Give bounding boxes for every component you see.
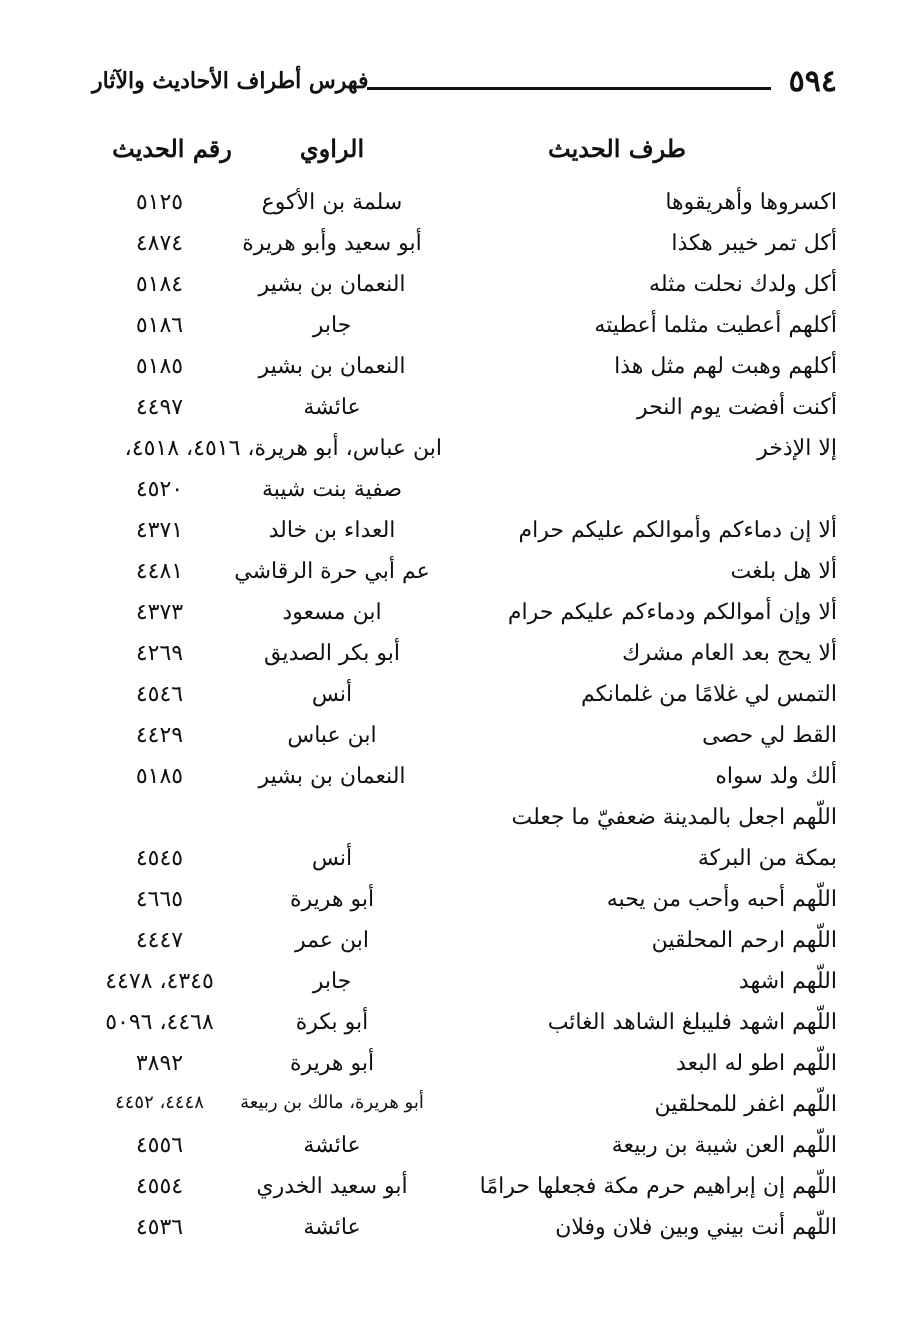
table-row: [92, 842, 837, 883]
hadith-number-cell: ٤٤٢٩: [135, 723, 184, 748]
hadith-text: اللّهم اطو له البعد: [676, 1051, 837, 1076]
narrator-cell: النعمان بن بشير: [258, 764, 406, 789]
narrator-cell: عائشة: [303, 1133, 361, 1158]
table-row: [92, 1170, 837, 1211]
table-body: [92, 186, 837, 1252]
table-row: [92, 1211, 837, 1252]
column-header-hadith-number: رقم الحديث: [112, 134, 232, 163]
hadith-number-cell: ٤٣٧٣: [135, 600, 184, 625]
hadith-text: التمس لي غلامًا من غلمانكم: [580, 682, 837, 707]
table-row: [92, 1006, 837, 1047]
table-row: [92, 760, 837, 801]
table-row: [92, 719, 837, 760]
narrator-cell: جابر: [312, 313, 352, 338]
hadith-number-cell: ٤٤٨١: [135, 559, 184, 584]
hadith-text: إلا الإذخر: [757, 436, 837, 461]
column-header-narrator: الراوي: [299, 134, 365, 163]
hadith-text: اكسروها وأهريقوها: [665, 190, 837, 215]
hadith-text: أكنت أفضت يوم النحر: [636, 395, 837, 420]
hadith-text: اللّهم اشهد فليبلغ الشاهد الغائب: [547, 1010, 837, 1035]
index-title: فهرس أطراف الأحاديث والآثار: [92, 68, 369, 94]
hadith-number-cell: ٤٤٤٨، ٤٤٥٢: [115, 1092, 204, 1113]
hadith-text: اللّهم اجعل بالمدينة ضعفيّ ما جعلت: [511, 805, 837, 830]
hadith-text: اللّهم العن شيبة بن ربيعة: [611, 1133, 837, 1158]
hadith-text: ألا إن دماءكم وأموالكم عليكم حرام: [518, 518, 837, 543]
table-row: [92, 350, 837, 391]
table-row: [92, 309, 837, 350]
narrator-cell: ابن مسعود: [282, 600, 382, 625]
hadith-number-cell: ٣٨٩٢: [135, 1051, 184, 1076]
narrator-cell: ابن عباس: [287, 723, 377, 748]
hadith-text: بمكة من البركة: [697, 846, 837, 871]
hadith-number-cell: ٥١٢٥: [135, 190, 184, 215]
table-row: [92, 596, 837, 637]
table-row: [92, 473, 837, 514]
hadith-number-cell: ٤٥٤٦: [135, 682, 184, 707]
narrator-cell: ابن عمر: [295, 928, 369, 953]
narrator-cell: سلمة بن الأكوع: [261, 190, 403, 215]
hadith-text: اللّهم أحبه وأحب من يحبه: [606, 887, 837, 912]
hadith-number-cell: ٤٤٦٨، ٥٠٩٦: [105, 1010, 214, 1035]
hadith-text: أكلهم أعطيت مثلما أعطيته: [594, 313, 837, 338]
narrator-cell: جابر: [312, 969, 352, 994]
narrator-cell: العداء بن خالد: [268, 518, 396, 543]
narrator-cell: أبو هريرة، مالك بن ربيعة: [240, 1092, 424, 1113]
hadith-number-cell: ٤٥٢٠: [135, 477, 184, 502]
table-row: [92, 227, 837, 268]
hadith-number-cell: ٤٥٤٥: [135, 846, 184, 871]
hadith-text: أكل تمر خيبر هكذا: [671, 231, 837, 256]
narrator-cell: عم أبي حرة الرقاشي: [234, 559, 430, 584]
narrator-cell: أبو بكر الصديق: [264, 641, 400, 666]
hadith-number-cell: ٥١٨٤: [135, 272, 184, 297]
narrator-cell: عائشة: [303, 395, 361, 420]
narrator-cell: أبو سعيد الخدري: [256, 1174, 408, 1199]
hadith-text: اللّهم اغفر للمحلقين: [654, 1092, 837, 1117]
hadith-text: أكلهم وهبت لهم مثل هذا: [614, 354, 837, 379]
hadith-text: اللّهم أنت بيني وبين فلان وفلان: [555, 1215, 837, 1240]
narrator-cell: أنس: [311, 846, 353, 871]
page-number: ٥٩٤: [788, 64, 837, 99]
hadith-text: ألك ولد سواه: [715, 764, 837, 789]
column-header-hadith-end: طرف الحديث: [548, 134, 686, 163]
hadith-text: اللّهم اشهد: [738, 969, 837, 994]
narrator-cell: أبو بكرة: [295, 1010, 369, 1035]
table-row: [92, 637, 837, 678]
table-row: [92, 1088, 837, 1129]
narrator-cell: أبو هريرة: [289, 887, 375, 912]
table-row: [92, 514, 837, 555]
narrator-cell: صفية بنت شيبة: [261, 477, 403, 502]
table-row: [92, 268, 837, 309]
hadith-number-cell: ٥١٨٥: [135, 764, 184, 789]
table-row: [92, 1047, 837, 1088]
hadith-text: اللّهم ارحم المحلقين: [651, 928, 837, 953]
hadith-number-cell: ٤٥٣٦: [135, 1215, 184, 1240]
table-row: [92, 678, 837, 719]
hadith-number-cell: ٤٣٤٥، ٤٤٧٨: [105, 969, 214, 994]
narrator-cell: أبو هريرة: [289, 1051, 375, 1076]
table-row: [92, 801, 837, 842]
table-row: [92, 391, 837, 432]
table-row: [92, 1129, 837, 1170]
hadith-number-cell: ٤٦٦٥: [135, 887, 184, 912]
hadith-index-table: [92, 130, 837, 1252]
table-row: [92, 924, 837, 965]
hadith-text: ألا يحج بعد العام مشرك: [622, 641, 837, 666]
hadith-text: القط لي حصى: [702, 723, 837, 748]
hadith-number-cell: ٤٤٩٧: [135, 395, 184, 420]
table-header: [92, 130, 837, 186]
hadith-text: أكل ولدك نحلت مثله: [649, 272, 837, 297]
narrator-cell: ابن عباس، أبو هريرة، ٤٥١٦، ٤٥١٨،: [124, 436, 442, 461]
table-row: [92, 432, 837, 473]
hadith-number-cell: ٤٥٥٤: [135, 1174, 184, 1199]
hadith-number-cell: ٤٨٧٤: [135, 231, 184, 256]
hadith-number-cell: ٤٤٤٧: [135, 928, 184, 953]
hadith-text: اللّهم إن إبراهيم حرم مكة فجعلها حرامًا: [479, 1174, 837, 1199]
table-row: [92, 965, 837, 1006]
hadith-text: ألا وإن أموالكم ودماءكم عليكم حرام: [507, 600, 837, 625]
table-row: [92, 555, 837, 596]
header-rule: [367, 87, 771, 90]
narrator-cell: النعمان بن بشير: [258, 272, 406, 297]
hadith-number-cell: ٤٢٦٩: [135, 641, 184, 666]
narrator-cell: عائشة: [303, 1215, 361, 1240]
table-row: [92, 883, 837, 924]
narrator-cell: أنس: [311, 682, 353, 707]
hadith-number-cell: ٤٥٥٦: [135, 1133, 184, 1158]
narrator-cell: النعمان بن بشير: [258, 354, 406, 379]
narrator-cell: أبو سعيد وأبو هريرة: [242, 231, 422, 256]
hadith-number-cell: ٤٣٧١: [135, 518, 184, 543]
page-header: [92, 60, 837, 104]
table-row: [92, 186, 837, 227]
hadith-number-cell: ٥١٨٥: [135, 354, 184, 379]
hadith-number-cell: ٥١٨٦: [135, 313, 184, 338]
hadith-text: ألا هل بلغت: [730, 559, 837, 584]
